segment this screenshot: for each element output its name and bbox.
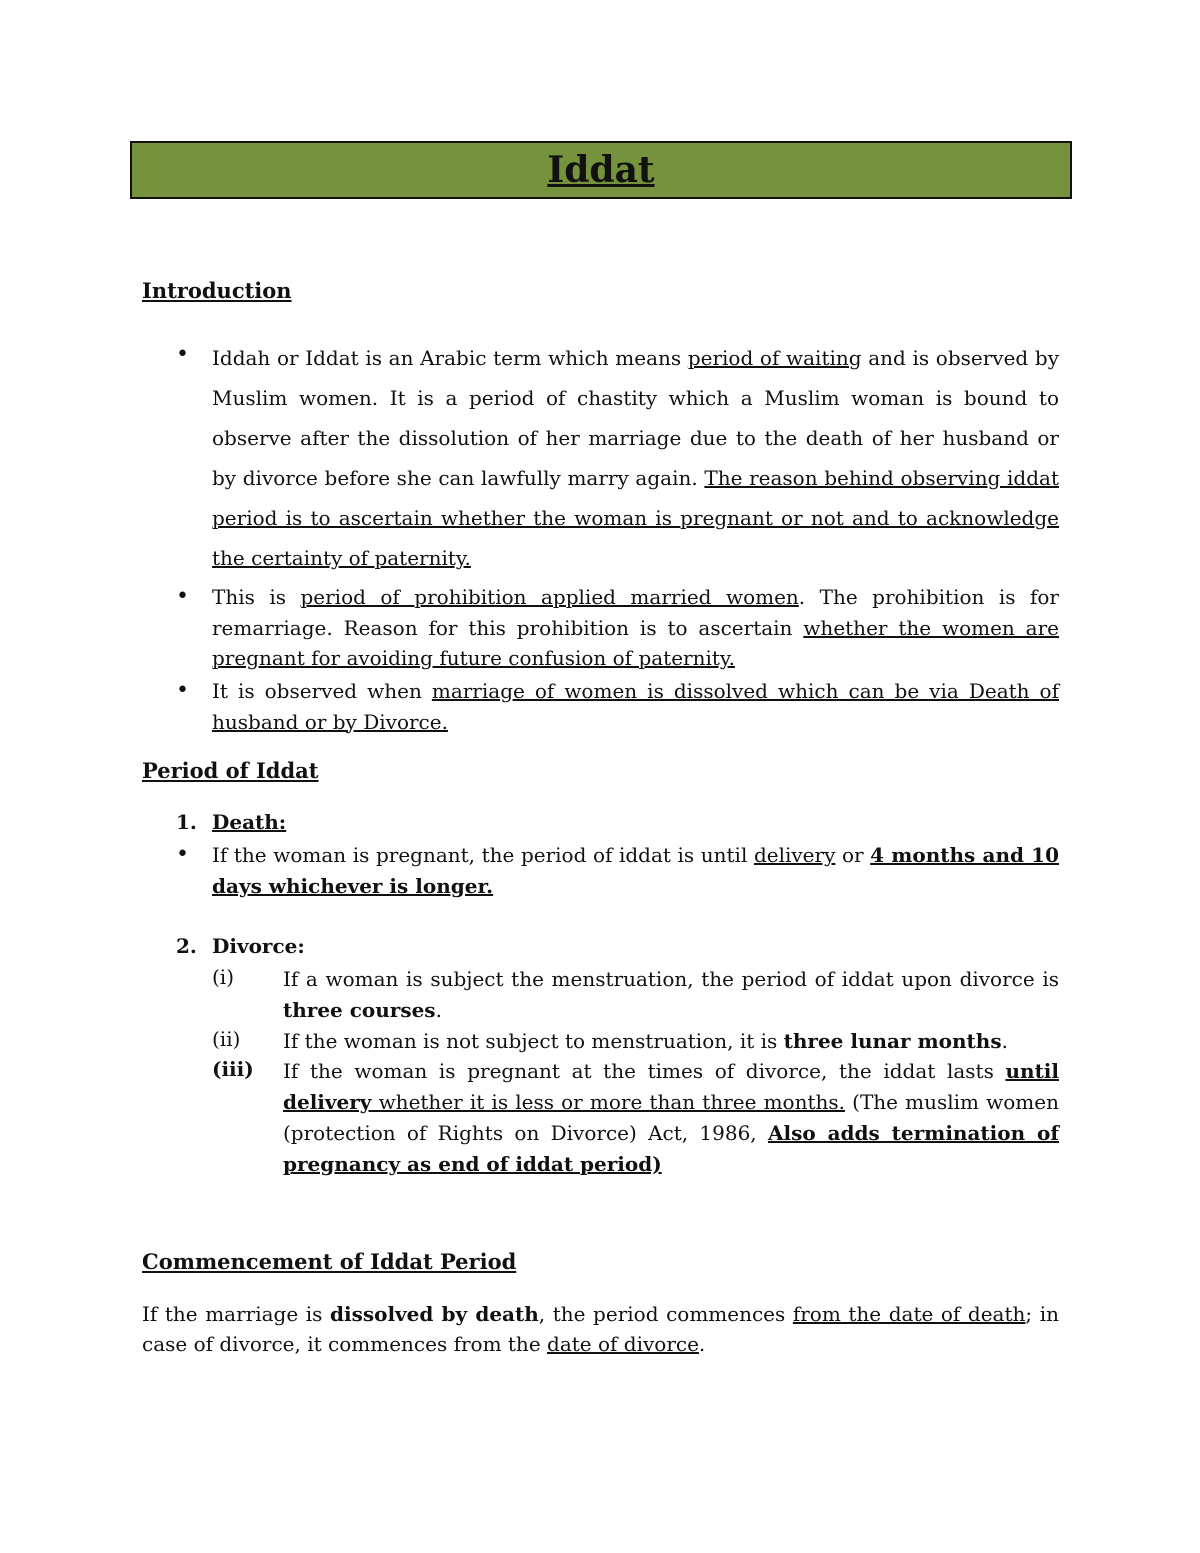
roman-number-iii: (iii) bbox=[212, 1057, 254, 1081]
divorce-label: Divorce: bbox=[212, 934, 305, 958]
death-bullet: If the woman is pregnant, the period of iddat is until delivery or 4 months and 10 days whichever is longer. bbox=[212, 843, 1060, 898]
title-banner bbox=[130, 141, 1072, 199]
bullet-icon: • bbox=[176, 584, 189, 609]
bullet-icon: • bbox=[176, 678, 189, 703]
list-number-1: 1. bbox=[176, 810, 197, 834]
introduction-heading: Introduction bbox=[142, 278, 292, 303]
bullet-icon: • bbox=[176, 842, 189, 867]
death-label: Death: bbox=[212, 810, 287, 834]
intro-bullet-1: Iddah or Iddat is an Arabic term which means period of waiting and is observed by Muslim women. It is a period of chastity which a Muslim woman is bound to observe after the dissolution of her marriage due to the death of her husband or by divorce before she can lawfully marry again. The reason behind observing iddat period is to ascertain whether the woman is pregnant or not and to acknowledge the certainty of paternity. bbox=[212, 346, 1059, 570]
divorce-item-iii: If the woman is pregnant at the times of divorce, the iddat lasts until delivery whether it is less or more than three months. (The muslim women (protection of Rights on Divorce) Act, 1986, Also adds termination of pregnancy as end of iddat period) bbox=[283, 1059, 1059, 1176]
divorce-item-ii: If the woman is not subject to menstruation, it is three lunar months. bbox=[283, 1029, 1008, 1053]
page-title: Iddat bbox=[547, 149, 655, 191]
commencement-heading: Commencement of Iddat Period bbox=[142, 1249, 517, 1274]
intro-bullet-2: This is period of prohibition applied married women. The prohibition is for remarriage. Reason for this prohibition is to ascertain whether the women are pregnant for avoiding future confusion of paternity. bbox=[212, 585, 1060, 670]
intro-bullet-3: It is observed when marriage of women is dissolved which can be via Death of husband or by Divorce. bbox=[212, 679, 1059, 734]
list-number-2: 2. bbox=[176, 934, 197, 958]
roman-number-ii: (ii) bbox=[212, 1027, 241, 1051]
period-heading: Period of Iddat bbox=[142, 758, 319, 783]
divorce-item-i: If a woman is subject the menstruation, the period of iddat upon divorce is three courses. bbox=[283, 967, 1059, 1022]
commencement-paragraph: If the marriage is dissolved by death, the period commences from the date of death; in case of divorce, it commences from the date of divorce. bbox=[142, 1302, 1059, 1356]
bullet-icon: • bbox=[176, 342, 189, 367]
roman-number-i: (i) bbox=[212, 965, 235, 989]
